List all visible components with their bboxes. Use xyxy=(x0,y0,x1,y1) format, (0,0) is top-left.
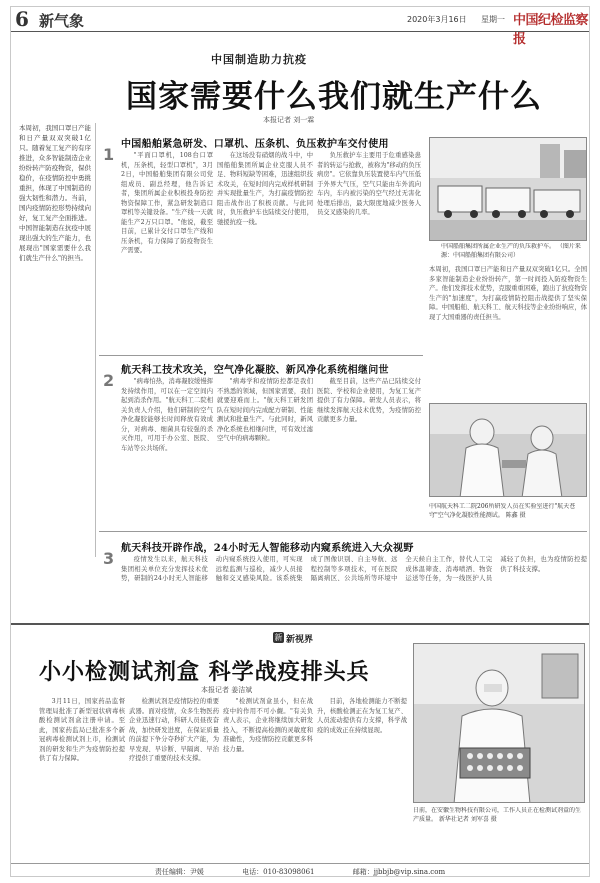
article-text: "病毒怕热，消毒凝胶缓慢挥发持续作用，可以在一定空间内起到消杀作用。"航天科工二院相关负责人介绍，他们研制的空气净化凝胶能够长时间释放有效成分，对病毒、细菌具有较强的杀灭作用，可用于办公室、医院、车站等公共场所。 xyxy=(121,378,213,452)
photo-caption: 中国船舶集团所属企业生产的负压救护车。 （图片来源：中国船舶集团有限公司） xyxy=(441,243,581,259)
footer-rule xyxy=(11,863,589,864)
section-name: 新气象 xyxy=(39,12,85,30)
masthead xyxy=(11,7,589,47)
footer-email: 邮箱：jjbbjb@vip.sina.com xyxy=(352,868,446,876)
main-headline: 国家需要什么我们就生产什么 xyxy=(126,79,542,115)
paper-logo: 中国纪检监察报 xyxy=(513,13,589,47)
article-text: 在这场没有硝烟的战斗中，中国船舶集团所属企业克服人员不足、物料短缺等困难，迅速组织技术攻关，在短时间内完成样机研制并实现批量生产，为打赢疫情防控阻击战作出了积极贡献。与此同时，负压救护车也陆续交付使用，驰援抗疫一线。 xyxy=(217,152,313,226)
issue-weekday: 星期一 xyxy=(481,15,505,24)
article-text: 检测试剂是疫情防控的重要武器。面对疫情，众多生物医药企业迅速行动，科研人员昼夜奋战，加快研发进度，在保证质量的前提下争分夺秒扩大产能，为早发现、早诊断、早隔离、早治疗提供了重要的技术支撑。 xyxy=(129,698,219,762)
ambulance-photo xyxy=(429,137,587,241)
article-text: 目前，各地检测能力不断提升，核酸检测正在为复工复产、人员流动提供有力支撑，科学战疫的成效正在持续显现。 xyxy=(317,698,407,734)
lab-photo xyxy=(429,403,587,497)
section-number: 3 xyxy=(103,549,115,568)
lower-byline: 本报记者 姜洁斌 xyxy=(201,686,253,694)
photo-caption: 日前，在安徽生物科技有限公司，工作人员正在检测试剂盒的生产质量。 新华社记者 刘军喜 摄 xyxy=(413,807,582,823)
issue-date: 2020年3月16日 xyxy=(407,15,467,24)
main-byline: 本报记者 刘一霖 xyxy=(263,116,315,124)
section-heading: 航天科工技术攻关，空气净化凝胶、新风净化系统相继问世 xyxy=(121,365,389,376)
article-text: 疫情发生以来，航天科技集团相关单位充分发挥技术优势，研制的24小时无人智能移动内窥系统投入使用，可实现远程监测与巡检，减少人员接触和交叉感染风险。该系统集成了图像识别、自主导航、远程控制等多项技术，可在医院隔离病区、公共场所等环境中全天候自主工作，替代人工完成体温筛查、消毒喷洒、物资运送等任务，为一线医护人员减轻了负担，也为疫情防控提供了科技支撑。 xyxy=(121,556,587,582)
column-divider xyxy=(95,123,96,557)
article-text: 负压救护车主要用于危重感染患者的转运与抢救，被称为"移动的负压病房"。它依靠负压装置使车内气压低于外界大气压，空气只能由车外流向车内，车内被污染的空气经过无害化处理后排出，最大限度地减少医务人员交叉感染的几率。 xyxy=(317,152,421,216)
section-rule xyxy=(99,355,423,356)
photo-caption: 中国航天科工二院206所研发人员在实验室进行"航天苍穹"空气净化凝胶性能测试。 陈鑫 摄 xyxy=(429,503,576,519)
footer xyxy=(11,867,589,877)
page-number: 6 xyxy=(15,7,29,31)
footer-phone: 电话：010-83098061 xyxy=(242,868,315,876)
new-vision-label: 新视界 xyxy=(286,635,314,645)
article-text: 3月11日，国家药品监督管理局批准了新型冠状病毒核酸检测试剂盒注册申请。至此，国家药监局已批准多个新冠病毒检测试剂上市，检测试剂的研发和生产为疫情防控提供了有力保障。 xyxy=(39,698,125,762)
main-kicker: 中国制造助力抗疫 xyxy=(211,53,307,66)
article-text: 截至目前，这些产品已陆续交付医院、学校和企业使用，为复工复产提供了有力保障。研发人员表示，将继续发挥航天技术优势，为疫情防控贡献更多力量。 xyxy=(317,378,421,423)
new-vision-icon: 新 xyxy=(274,633,283,642)
article-text: "检测试剂盒虽小，但在战疫中的作用不可小觑。"有关负责人表示，企业将继续加大研发投入，不断提高检测的灵敏度和准确性，为疫情防控贡献更多科技力量。 xyxy=(223,698,313,753)
test-kit-photo xyxy=(413,643,585,803)
article-text: "平面口罩机，108台口罩机，压条机，轻型口罩机"，3月2日，中国船舶集团有限公司党组成员、副总经理，他告诉记者，集团所属企业积极投身防控物资保障工作，紧急研发制造口罩机等关键设备。"生产线一天就能生产2万只口罩。"他说，截至目前，已累计交付口罩生产线和压条机，有力保障了防疫物资生产需要。 xyxy=(121,152,213,254)
newspaper-page xyxy=(10,6,590,877)
section-rule xyxy=(99,531,587,532)
lower-headline: 小小检测试剂盒 科学战疫排头兵 xyxy=(39,659,370,685)
section-number: 2 xyxy=(103,371,115,390)
lower-section-rule xyxy=(11,623,589,625)
section-number: 1 xyxy=(103,145,115,164)
section-heading: 中国船舶紧急研发、口罩机、压条机、负压救护车交付使用 xyxy=(121,139,389,150)
article-text: "病毒学和疫情防控都是我们不熟悉的领域，但国家需要，我们就要迎难而上。"航天科工研发团队在短时间内完成配方研制、性能测试和批量生产。与此同时，新风净化系统也相继问世，可有效过滤空气中的病毒颗粒。 xyxy=(217,378,313,442)
masthead-rule xyxy=(11,31,589,32)
footer-editor: 责任编辑：尹媛 xyxy=(154,868,204,876)
section-heading: 航天科技开辟作战，24小时无人智能移动内窥系统进入大众视野 xyxy=(121,543,414,554)
lead-column: 本周初，我国口罩日产能和日产量双双突破1亿只。随着复工复产的有序推进，众多智能制造企业纷纷转产防疫物资，保供稳价，在疫情防控中勇挑重担，体现了中国制造的强大韧性和潜力。当前，国内疫情防控形势持续向好，复工复产全面推进。中国智能制造在抗疫中展现出强大的生产能力，也展现出"国家需要什么我们就生产什么"的担当。 xyxy=(19,124,91,262)
side-column-text: 本周初，我国口罩日产能和日产量双双突破1亿只。全国多家智能制造企业纷纷转产，第一时间投入防疫物资生产。他们发挥技术优势，克服重重困难，跑出了抗疫物资生产的"加速度"，为打赢疫情防控阻击战提供了坚实保障。中国船舶、航天科工、航天科技等企业纷纷响应，体现了大国重器的责任担当。 xyxy=(429,266,587,321)
